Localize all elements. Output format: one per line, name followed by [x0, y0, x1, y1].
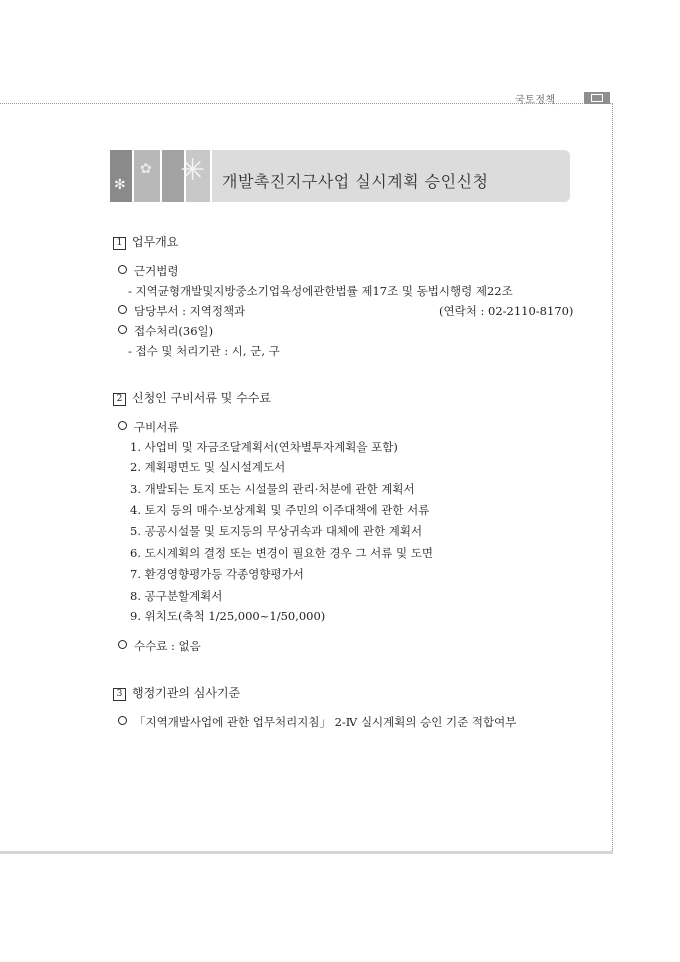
section-heading-3 — [113, 684, 240, 701]
list-item — [118, 714, 516, 730]
item-detail: - 지역균형개발및지방중소기업육성에관한법률 제17조 및 동법시행령 제22조 — [128, 284, 513, 298]
contact-info: (연락처 : 02-2110-8170) — [439, 304, 574, 318]
list-item — [118, 419, 178, 435]
doc-item: 8. 공구분할계획서 — [130, 589, 223, 603]
section-title: 업무개요 — [132, 235, 179, 249]
header-box-icon — [584, 92, 610, 104]
header-label: 국토정책 — [515, 95, 556, 106]
doc-item: 7. 환경영향평가등 각종영향평가서 — [130, 567, 304, 581]
list-item — [118, 303, 245, 319]
circle-bullet-icon — [118, 265, 127, 274]
circle-bullet-icon — [118, 716, 127, 725]
flower-icon: ✿ — [140, 161, 152, 177]
item-label: 근거법령 — [134, 264, 179, 278]
section-title: 행정기관의 심사기준 — [132, 686, 241, 700]
section-title: 신청인 구비서류 및 수수료 — [132, 391, 271, 405]
page-bottom-rule — [0, 851, 613, 854]
section-number: 2 — [113, 393, 126, 406]
banner-tile — [110, 150, 132, 202]
flower-icon: ✻ — [114, 177, 126, 193]
section-number: 1 — [113, 237, 126, 250]
section-heading-1 — [113, 233, 178, 250]
section-number: 3 — [113, 688, 126, 701]
flower-icon: ✳ — [180, 153, 206, 188]
list-item — [118, 638, 201, 654]
circle-bullet-icon — [118, 421, 127, 430]
doc-item: 3. 개발되는 토지 또는 시설물의 관리·처분에 관한 계획서 — [130, 482, 415, 496]
title-bar — [212, 150, 570, 202]
doc-item: 9. 위치도(축척 1/25,000~1/50,000) — [130, 609, 326, 623]
list-item — [118, 263, 178, 279]
doc-item: 6. 도시계획의 결정 또는 변경이 필요한 경우 그 서류 및 도면 — [130, 546, 434, 560]
section-heading-2 — [113, 389, 271, 406]
doc-item: 2. 계획평면도 및 실시설계도서 — [130, 460, 286, 474]
item-detail: - 접수 및 처리기관 : 시, 군, 구 — [128, 344, 280, 358]
item-label: 「지역개발사업에 관한 업무처리지침」 2-Ⅳ 실시계획의 승인 기준 적합여부 — [134, 715, 517, 729]
list-item — [118, 323, 213, 339]
page-title: 개발촉진지구사업 실시계획 승인신청 — [222, 172, 489, 191]
circle-bullet-icon — [118, 640, 127, 649]
doc-item: 5. 공공시설물 및 토지등의 무상귀속과 대체에 관한 계획서 — [130, 524, 423, 538]
circle-bullet-icon — [118, 325, 127, 334]
item-label: 수수료 : 없음 — [134, 639, 201, 653]
title-banner — [110, 150, 570, 202]
page-right-rule — [612, 103, 613, 851]
item-label: 구비서류 — [134, 420, 179, 434]
item-label: 담당부서 : 지역정책과 — [134, 304, 246, 318]
banner-tile — [180, 150, 210, 202]
circle-bullet-icon — [118, 305, 127, 314]
doc-item: 4. 토지 등의 매수·보상계획 및 주민의 이주대책에 관한 서류 — [130, 503, 430, 517]
banner-tile — [134, 150, 160, 202]
item-label: 접수처리(36일) — [134, 324, 214, 338]
doc-item: 1. 사업비 및 자금조달계획서(연차별투자계획을 포함) — [130, 440, 398, 454]
